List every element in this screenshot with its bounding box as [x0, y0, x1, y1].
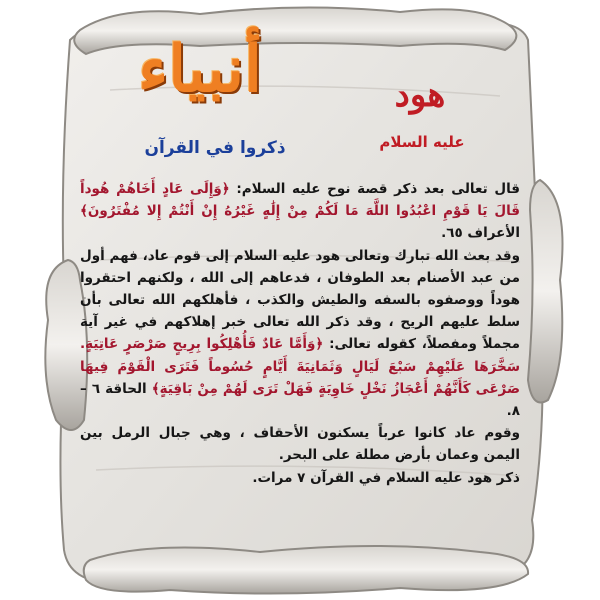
- paragraph-intro: [80, 178, 520, 245]
- text-segment: وقد بعث الله تبارك وتعالى هود عليه السلام إلى قوم عاد، فهم أول من عبد الأصنام بعد الطوفان ، فدعاهم إلى الله ، ولكنهم احتقروا هوداً ووصفوه بالسفه والطيش والكذب ، فأهلكهم الله تعالى بأن سلط عليهم الريح ، وقد ذكر الله تعالى خبر إهلاكهم في غير آية مجملاً ومفصلاً، كقوله تعالى:: [80, 247, 520, 353]
- bottom-curl: [84, 546, 528, 594]
- paragraph-count: [80, 467, 520, 489]
- paragraph-people: [80, 422, 520, 466]
- text-segment: ذكر هود عليه السلام في القرآن ٧ مرات.: [252, 469, 520, 486]
- body-text: [80, 178, 520, 489]
- verse-reference: الحاقة ٦ – ٨.: [80, 380, 520, 420]
- logo-title: أنبياء: [138, 32, 262, 107]
- right-roll: [528, 180, 563, 403]
- prophet-name: هود: [394, 75, 446, 115]
- logo-subtitle: ذكروا في القرآن: [144, 138, 286, 158]
- text-segment: قال تعالى بعد ذكر قصة نوح عليه السلام:: [229, 181, 520, 197]
- text-segment: وقوم عاد كانوا عرباً يسكنون الأحقاف ، وهي جبال الرمل بين اليمن وعمان بأرض مطلة على البحر.: [80, 425, 520, 464]
- verse-reference: الأعراف ٦٥.: [441, 225, 520, 242]
- paragraph-story: [80, 245, 520, 423]
- quran-verse: ﴿وَأَمَّا عَادٌ فَأُهْلِكُوا بِرِيحٍ صَرْصَرٍ عَاتِيَةٍ. سَخَّرَهَا عَلَيْهِمْ سَبْعَ لَيَالٍ وَثَمَانِيَةَ أَيَّامٍ حُسُوماً فَتَرَى الْقَوْمَ فِيهَا صَرْعَى كَأَنَّهُمْ أَعْجَازُ نَخْلٍ خَاوِيَةٍ فَهَلْ تَرَى لَهُمْ مِنْ بَاقِيَةٍ﴾: [80, 336, 521, 397]
- prophet-honorific: عليه السلام: [379, 133, 465, 151]
- quran-verse: ﴿وَإِلَى عَادٍ أَخَاهُمْ هُوداً قَالَ يَا قَوْمِ اعْبُدُوا اللَّهَ مَا لَكُمْ مِنْ إِلَٰهٍ غَيْرُهُ إِنْ أَنْتُمْ إِلا مُفْتَرُونَ﴾: [80, 181, 520, 220]
